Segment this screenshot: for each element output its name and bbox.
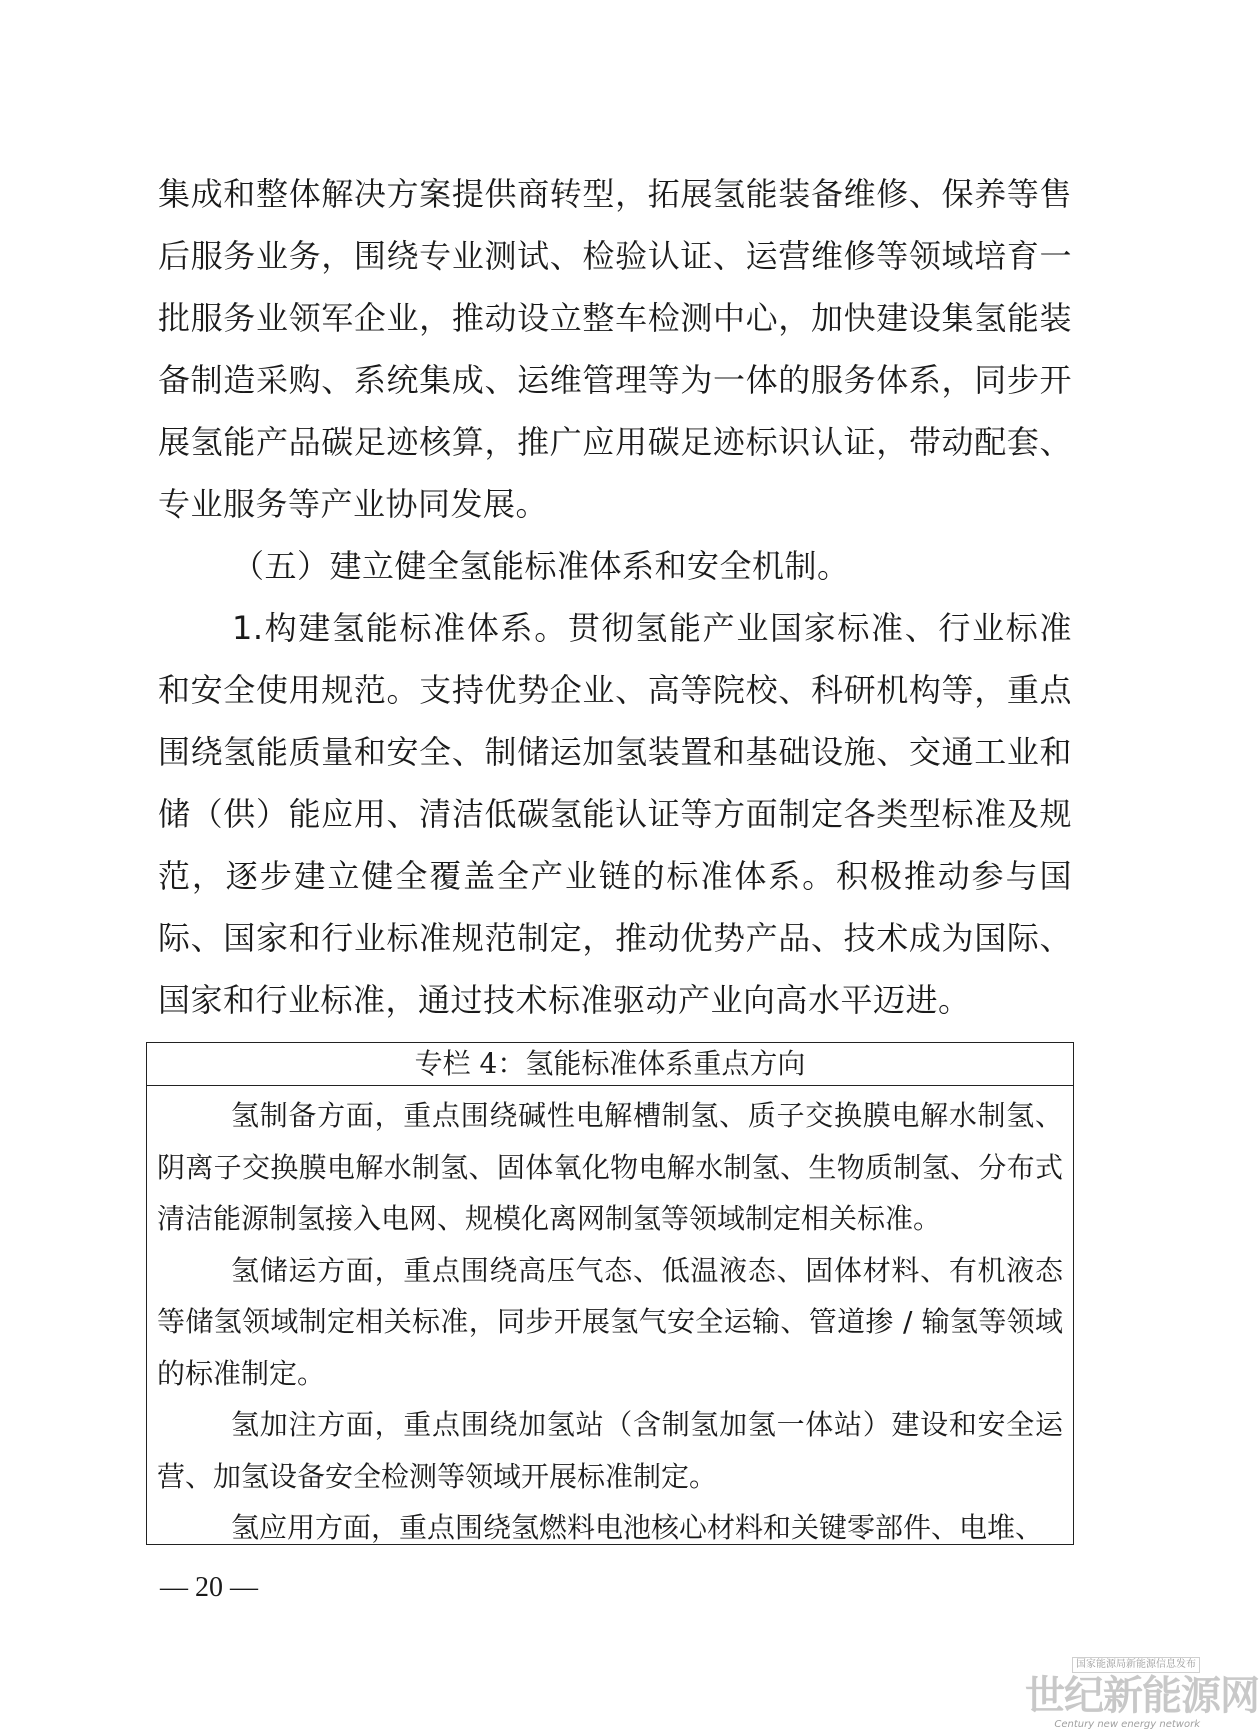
section-heading: （五）建立健全氢能标准体系和安全机制。	[232, 547, 850, 585]
page-number: — 20 —	[160, 1572, 258, 1603]
watermark-main-text: 世纪新能源网	[1025, 1672, 1259, 1719]
column-box-body	[147, 1086, 1073, 1554]
paragraph-continued: 集成和整体解决方案提供商转型，拓展氢能装备维修、保养等售后服务业务，围绕专业测试、检验认证、运营维修等领域培育一批服务业领军企业，推动设立整车检测中心，加快建设集氢能装备制造采购、系统集成、运维管理等为一体的服务体系，同步开展氢能产品碳足迹核算，推广应用碳足迹标识认证，带动配套、专业服务等产业协同发展。	[158, 175, 1072, 523]
paragraph-standards: 1.构建氢能标准体系。贯彻氢能产业国家标准、行业标准和安全使用规范。支持优势企业、高等院校、科研机构等，重点围绕氢能质量和安全、制储运加氢装置和基础设施、交通工业和储（供）能应用、清洁低碳氢能认证等方面制定各类型标准及规范，逐步建立健全覆盖全产业链的标准体系。积极推动参与国际、国家和行业标准规范制定，推动优势产品、技术成为国际、国家和行业标准，通过技术标准驱动产业向高水平迈进。	[158, 609, 1072, 1019]
column-box	[146, 1042, 1074, 1545]
box-paragraph-refueling: 氢加注方面，重点围绕加氢站（含制氢加氢一体站）建设和安全运营、加氢设备安全检测等领域开展标准制定。	[157, 1408, 1063, 1493]
box-paragraph-storage: 氢储运方面，重点围绕高压气态、低温液态、固体材料、有机液态等储氢领域制定相关标准，同步开展氢气安全运输、管道掺 / 输氢等领域的标准制定。	[157, 1253, 1063, 1390]
box-paragraph-application: 氢应用方面，重点围绕氢燃料电池核心材料和关键零部件、电堆、	[231, 1511, 1044, 1544]
column-box-title: 专栏 4：氢能标准体系重点方向	[147, 1043, 1073, 1086]
box-paragraph-production: 氢制备方面，重点围绕碱性电解槽制氢、质子交换膜电解水制氢、阴离子交换膜电解水制氢、固体氧化物电解水制氢、生物质制氢、分布式清洁能源制氢接入电网、规模化离网制氢等领域制定相关标准。	[157, 1099, 1063, 1235]
body-text	[158, 163, 1072, 1031]
watermark-sub-text: Century new energy network	[1054, 1719, 1200, 1730]
watermark-top-text: 国家能源局新能源信息发布	[1072, 1657, 1200, 1673]
watermark-logo	[1025, 1652, 1259, 1730]
